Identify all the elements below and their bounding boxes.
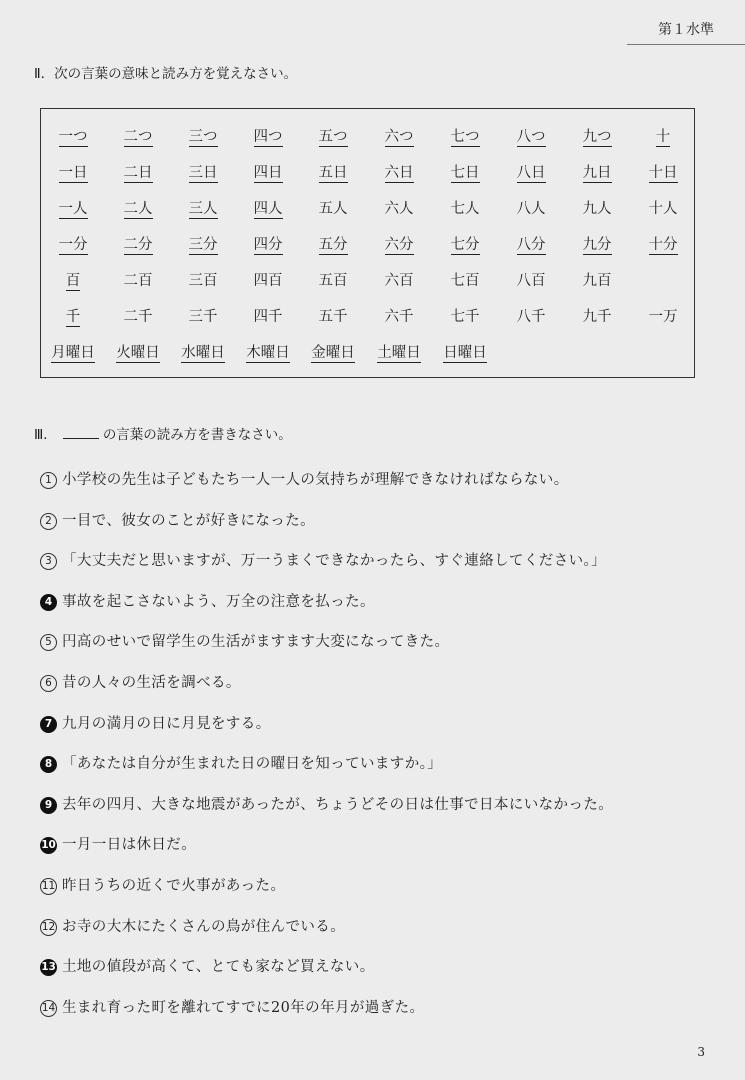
vocab-word: 二日 xyxy=(123,165,153,181)
vocab-word: 八日 xyxy=(516,165,546,181)
vocab-word: 二分 xyxy=(123,237,153,253)
question-number: 3 xyxy=(40,553,57,570)
vocab-word: 六百 xyxy=(384,273,414,289)
vocab-word: 六日 xyxy=(384,165,414,181)
question-text: 昨日うちの近くで火事があった。 xyxy=(62,878,286,894)
vocab-word: 八つ xyxy=(516,129,546,145)
vocab-word: 八千 xyxy=(516,309,546,325)
vocab-word: 日曜日 xyxy=(443,345,487,361)
question-text: お寺の大木にたくさんの鳥が住んでいる。 xyxy=(62,918,346,935)
vocab-word: 七千 xyxy=(450,309,480,325)
section-3-title xyxy=(34,423,292,443)
blank-underline xyxy=(63,426,99,439)
vocab-word: 一万 xyxy=(648,309,678,325)
vocab-word: 五つ xyxy=(318,129,348,145)
question-number: 14 xyxy=(40,1000,57,1017)
question-text: 九月の満月の日に月見をする。 xyxy=(62,715,271,732)
vocab-word: 二百 xyxy=(123,273,153,289)
vocab-word: 四人 xyxy=(253,201,283,217)
vocab-word: 土曜日 xyxy=(377,345,421,361)
question-text: 一目で、彼女のことが好きになった。 xyxy=(62,512,316,529)
question-text: 去年の四月、大きな地震があったが、ちょうどその日は仕事で日本にいなかった。 xyxy=(62,796,614,813)
question-text: 土地の値段が高くて、とても家など買えない。 xyxy=(62,959,375,976)
vocab-word: 二つ xyxy=(123,129,153,145)
vocab-word: 六分 xyxy=(384,237,414,253)
vocab-word: 十 xyxy=(655,129,671,145)
page-number: 3 xyxy=(697,1045,705,1059)
vocab-word: 七人 xyxy=(450,201,480,217)
question-number: 7 xyxy=(40,716,57,733)
section-3-instruction: の言葉の読み方を書きなさい。 xyxy=(102,427,292,443)
vocab-word: 六つ xyxy=(384,129,414,145)
vocab-word: 四分 xyxy=(253,237,283,253)
vocab-word: 十日 xyxy=(648,165,678,181)
question-text: 一月一日は休日だ。 xyxy=(62,837,197,854)
vocab-word: 五百 xyxy=(318,273,348,289)
vocabulary-box xyxy=(40,108,695,378)
vocab-word: 五人 xyxy=(318,201,348,217)
vocab-word: 九人 xyxy=(582,201,612,217)
vocab-word: 三百 xyxy=(188,273,218,289)
question-number: 4 xyxy=(40,594,57,611)
vocab-row xyxy=(41,125,694,155)
question-text: 昔の人々の生活を調べる。 xyxy=(62,675,241,691)
question-number: 12 xyxy=(40,919,57,936)
vocab-word: 木曜日 xyxy=(246,345,290,361)
vocab-word: 五千 xyxy=(318,309,348,325)
vocab-row xyxy=(41,233,694,263)
vocab-word: 七分 xyxy=(450,237,480,253)
vocab-word: 十人 xyxy=(648,201,678,217)
question-number: 9 xyxy=(40,797,57,814)
section-2-title: Ⅱ．次の言葉の意味と読み方を覚えなさい。 xyxy=(34,66,298,82)
vocab-word: 一日 xyxy=(58,165,88,181)
question-text: 事故を起こさないよう、万全の注意を払った。 xyxy=(62,593,375,610)
vocab-word: 二千 xyxy=(123,309,153,325)
vocab-word: 十分 xyxy=(648,237,678,253)
question-number: 13 xyxy=(40,959,57,976)
section-3-prefix: Ⅲ． xyxy=(34,427,57,443)
question-number: 2 xyxy=(40,513,57,530)
vocab-word: 四千 xyxy=(253,309,283,325)
vocab-word: 五日 xyxy=(318,165,348,181)
vocab-word: 三人 xyxy=(188,201,218,217)
vocab-word: 八人 xyxy=(516,201,546,217)
vocab-word: 百 xyxy=(65,273,81,289)
vocab-word: 一分 xyxy=(58,237,88,253)
vocab-row xyxy=(41,269,694,299)
question-number: 11 xyxy=(40,878,57,895)
vocab-word: 九百 xyxy=(582,273,612,289)
vocab-word: 四百 xyxy=(253,273,283,289)
vocab-word: 一つ xyxy=(58,129,88,145)
vocab-word: 八分 xyxy=(516,237,546,253)
level-tab: 第１水準 xyxy=(627,16,745,45)
vocab-word: 三千 xyxy=(188,309,218,325)
question-text: 小学校の先生は子どもたち一人一人の気持ちが理解できなければならない。 xyxy=(62,472,569,488)
vocab-word: 三分 xyxy=(188,237,218,253)
vocab-word: 三つ xyxy=(188,129,218,145)
vocab-word: 七つ xyxy=(450,129,480,145)
question-number: 6 xyxy=(40,675,57,692)
question-text: 生まれ育った町を離れてすでに20年の年月が過ぎた。 xyxy=(62,999,425,1016)
vocab-word: 五分 xyxy=(318,237,348,253)
vocab-row xyxy=(41,197,694,227)
vocab-word: 九つ xyxy=(582,129,612,145)
vocab-word: 四つ xyxy=(253,129,283,145)
question-number: 1 xyxy=(40,472,57,489)
vocab-word: 九千 xyxy=(582,309,612,325)
question-text: 「あなたは自分が生まれた日の曜日を知っていますか。」 xyxy=(62,756,443,773)
vocab-word: 水曜日 xyxy=(181,345,225,361)
vocab-word: 七日 xyxy=(450,165,480,181)
vocab-word: 二人 xyxy=(123,201,153,217)
vocab-word: 九日 xyxy=(582,165,612,181)
vocab-word: 七百 xyxy=(450,273,480,289)
vocab-row xyxy=(41,341,694,371)
question-text: 円高のせいで留学生の生活がますます大変になってきた。 xyxy=(62,634,450,651)
vocab-word: 六人 xyxy=(384,201,414,217)
vocab-word: 月曜日 xyxy=(51,345,95,361)
vocab-word: 一人 xyxy=(58,201,88,217)
vocab-word: 千 xyxy=(65,309,81,325)
vocab-word: 六千 xyxy=(384,309,414,325)
vocab-word: 三日 xyxy=(188,165,218,181)
vocab-word: 九分 xyxy=(582,237,612,253)
question-text: 「大丈夫だと思いますが、万一うまくできなかったら、すぐ連絡してください。」 xyxy=(62,553,607,570)
vocab-word: 火曜日 xyxy=(116,345,160,361)
vocab-row xyxy=(41,305,694,335)
vocab-row xyxy=(41,161,694,191)
question-number: 5 xyxy=(40,634,57,651)
question-number: 10 xyxy=(40,837,57,854)
vocab-word: 金曜日 xyxy=(311,345,355,361)
vocab-word: 四日 xyxy=(253,165,283,181)
question-number: 8 xyxy=(40,756,57,773)
vocab-word: 八百 xyxy=(516,273,546,289)
